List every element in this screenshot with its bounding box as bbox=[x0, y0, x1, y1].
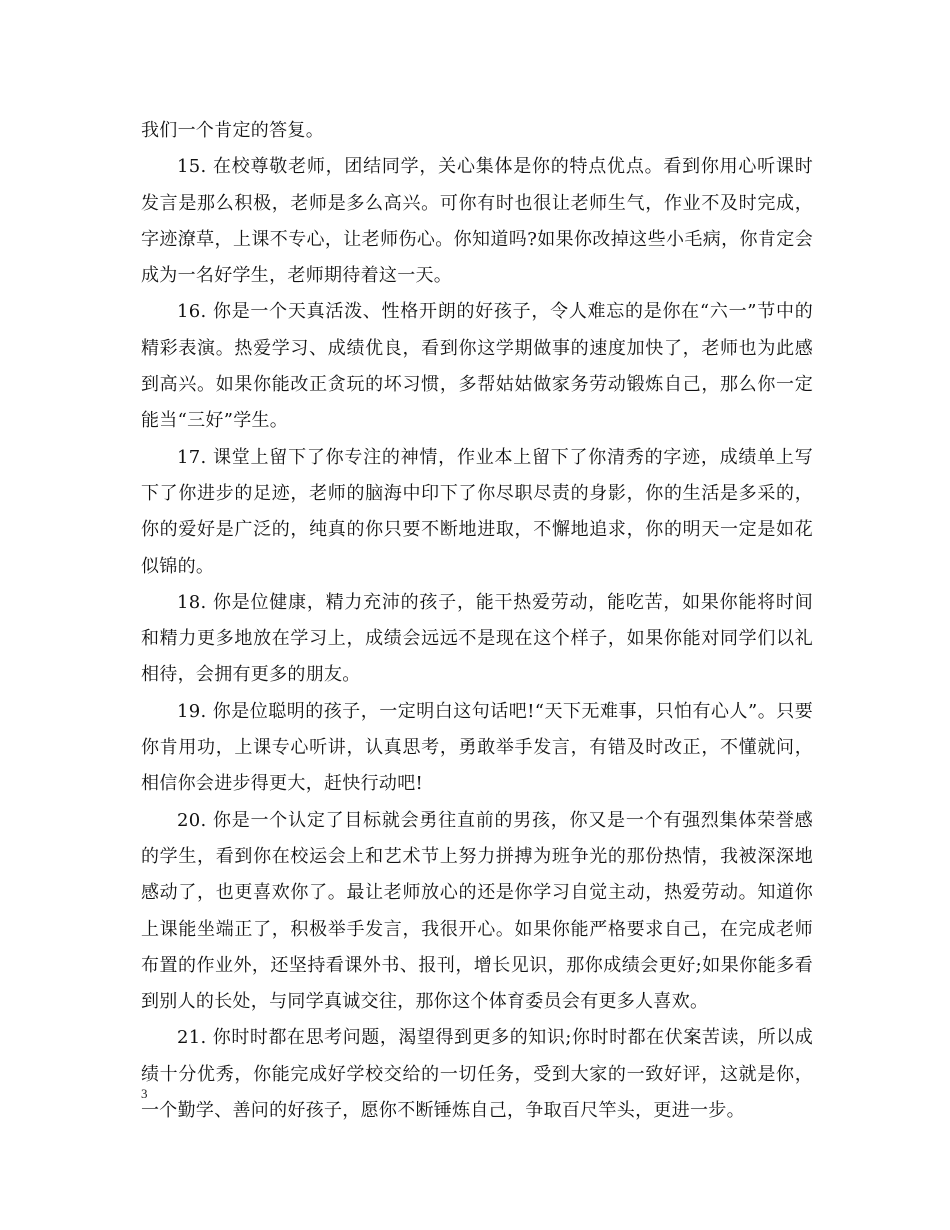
paragraph-comment-18: 18. 你是位健康，精力充沛的孩子，能干热爱劳动，能吃苦，如果你能将时间和精力更多地放在学习上，成绩会远远不是现在这个样子，如果你能对同学们以礼相待，会拥有更多的朋友。 bbox=[141, 591, 813, 686]
paragraph-comment-20: 20. 你是一个认定了目标就会勇往直前的男孩，你又是一个有强烈集体荣誉感的学生，看到你在校运会上和艺术节上努力拼搏为班争光的那份热情，我被深深地感动了，也更喜欢你了。最让老师放心的还是你学习自觉主动，热爱劳动。知道你上课能坐端正了，积极举手发言，我很开心。如果你能严格要求自己，在完成老师布置的作业外，还坚持看课外书、报刊，增长见识，那你成绩会更好;如果你能多看到别人的长处，与同学真诚交往，那你这个体育委员会有更多人喜欢。 bbox=[141, 809, 813, 1013]
paragraph-comment-19: 19. 你是位聪明的孩子，一定明白这句话吧!“天下无难事，只怕有心人”。只要你肯用功，上课专心听讲，认真思考，勇敢举手发言，有错及时改正，不懂就问，相信你会进步得更大，赶快行动吧! bbox=[141, 700, 813, 795]
paragraph-comment-21: 21. 你时时都在思考问题，渴望得到更多的知识;你时时都在伏案苦读，所以成绩十分优秀，你能完成好学校交给的一切任务，受到大家的一致好评，这就是你，一个勤学、善问的好孩子，愿你不断锤炼自己，争取百尺竿头，更进一步。 bbox=[141, 1027, 813, 1122]
document-body bbox=[141, 113, 813, 1129]
paragraph-comment-17: 17. 课堂上留下了你专注的神情，作业本上留下了你清秀的字迹，成绩单上写下了你进步的足迹，老师的脑海中印下了你尽职尽责的身影，你的生活是多采的，你的爱好是广泛的，纯真的你只要不断地进取，不懈地追求，你的明天一定是如花似锦的。 bbox=[141, 446, 813, 577]
paragraph-continuation: 我们一个肯定的答复。 bbox=[141, 120, 324, 141]
page-number: 3 bbox=[141, 1086, 148, 1101]
paragraph-comment-15: 15. 在校尊敬老师，团结同学，关心集体是你的特点优点。看到你用心听课时发言是那么积极，老师是多么高兴。可你有时也很让老师生气，作业不及时完成，字迹潦草，上课不专心，让老师伤心。你知道吗?如果你改掉这些小毛病，你肯定会成为一名好学生，老师期待着这一天。 bbox=[141, 156, 813, 287]
paragraph-comment-16: 16. 你是一个天真活泼、性格开朗的好孩子，令人难忘的是你在“六一”节中的精彩表演。热爱学习、成绩优良，看到你这学期做事的速度加快了，老师也为此感到高兴。如果你能改正贪玩的坏习惯，多帮姑姑做家务劳动锻炼自己，那么你一定能当“三好”学生。 bbox=[141, 301, 813, 432]
